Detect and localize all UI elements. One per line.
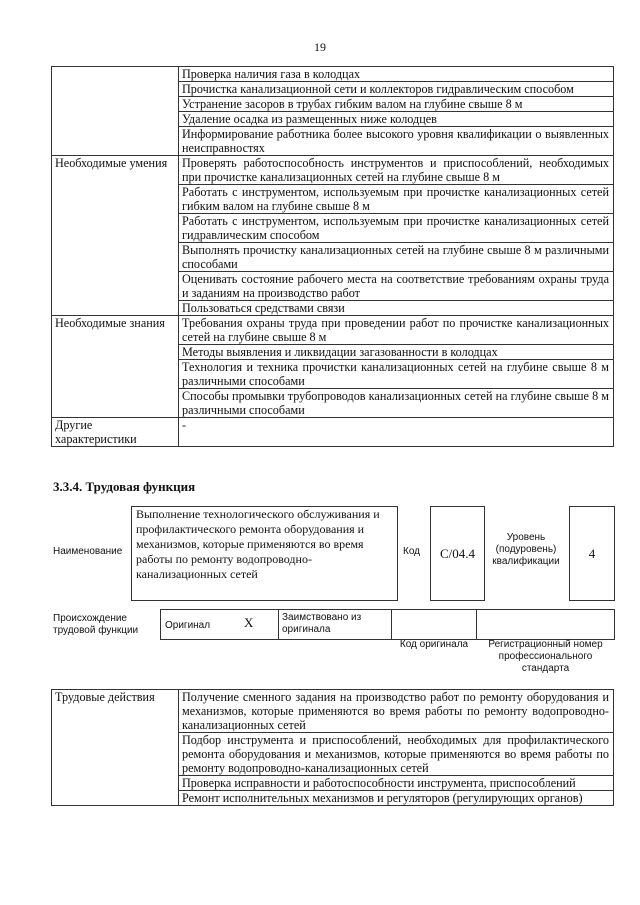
section-title: 3.3.4. Трудовая функция [53, 479, 196, 494]
row-label-knowledge: Необходимые знания [52, 316, 179, 418]
row-label-actions-cont [52, 67, 179, 156]
code-original-box [391, 609, 477, 640]
knowledge-item: Способы промывки трубопроводов канализационных сетей на глубине свыше 8 м различными способами [179, 389, 614, 418]
original-label: Оригинал [165, 620, 211, 631]
name-label: Наименование [53, 546, 123, 557]
page-number: 19 [314, 40, 326, 54]
action-item: Прочистка канализационной сети и коллекторов гидравлическим способом [179, 82, 614, 97]
knowledge-item: Технология и техника прочистки канализационных сетей на глубине свыше 8 м различными способами [179, 360, 614, 389]
origin-label: Происхождение трудовой функции [53, 613, 139, 636]
level-label: Уровень (подуровень) квалификации [492, 532, 560, 567]
labor-actions-table [51, 689, 614, 806]
labor-action-item: Подбор инструмента и приспособлений, необходимых для профилактического ремонта оборудования и механизмов, которые применяются во время работы по ремонту водопроводно-канализационных сетей [179, 733, 614, 776]
action-item: Устранение засоров в трубах гибким валом на глубине свыше 8 м [179, 97, 614, 112]
other-item: - [179, 418, 614, 447]
function-name-box: Выполнение технологического обслуживания и профилактического ремонта оборудования и механизмов, которые применяются во время работы по ремонту водопроводно-канализационных сетей [131, 506, 398, 601]
reg-number-label: Регистрационный номер профессионального стандарта [488, 639, 603, 674]
skill-item: Оценивать состояние рабочего места на соответствие требованиям охраны труда и заданиям на производство работ [179, 272, 614, 301]
level-value-box: 4 [569, 506, 615, 601]
reg-number-box [476, 609, 615, 640]
row-label-other: Другие характеристики [52, 418, 179, 447]
original-mark: X [244, 615, 254, 630]
knowledge-item: Методы выявления и ликвидации загазованности в колодцах [179, 345, 614, 360]
action-item: Удаление осадка из размещенных ниже колодцев [179, 112, 614, 127]
labor-action-item: Получение сменного задания на производство работ по ремонту оборудования и механизмов, которые применяются во время работы по ремонту водопроводно-канализационных сетей [179, 690, 614, 733]
borrowed-label: Заимствовано из оригинала [282, 612, 362, 635]
code-value-box: С/04.4 [430, 506, 485, 601]
action-item: Информирование работника более высокого уровня квалификации о выявленных неисправностях [179, 127, 614, 156]
labor-action-item: Ремонт исполнительных механизмов и регуляторов (регулирующих органов) [179, 791, 614, 806]
code-label: Код [403, 546, 421, 557]
skill-item: Работать с инструментом, используемым при прочистке канализационных сетей гидравлическим способом [179, 214, 614, 243]
action-item: Проверка наличия газа в колодцах [179, 67, 614, 82]
row-label-skills: Необходимые умения [52, 156, 179, 316]
skills-table [51, 66, 614, 447]
skill-item: Работать с инструментом, используемым при прочистке канализационных сетей гибким валом на глубине свыше 8 м [179, 185, 614, 214]
labor-action-item: Проверка исправности и работоспособности инструмента, приспособлений [179, 776, 614, 791]
skill-item: Выполнять прочистку канализационных сетей на глубине свыше 8 м различными способами [179, 243, 614, 272]
skill-item: Проверять работоспособность инструментов и приспособлений, необходимых при прочистке канализационных сетей на глубине свыше 8 м [179, 156, 614, 185]
code-original-label: Код оригинала [399, 639, 469, 650]
row-label-labor-actions: Трудовые действия [52, 690, 179, 806]
knowledge-item: Требования охраны труда при проведении работ по прочистке канализационных сетей на глубине свыше 8 м [179, 316, 614, 345]
skill-item: Пользоваться средствами связи [179, 301, 614, 316]
